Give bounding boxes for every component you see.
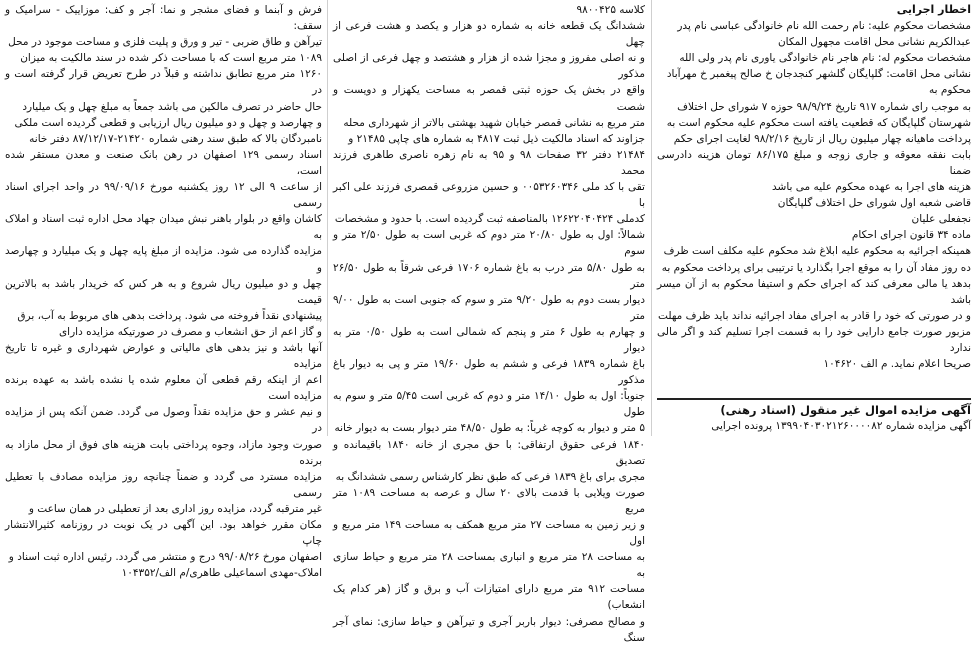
text-line: و چهارصد و چهل و دو میلیون ریال ارزیابی و قطعی گردیده است ملکی — [14, 116, 322, 129]
text-line: تقی با کد ملی ۰۰۵۳۲۶۰۳۴۶ و حسین مزروعی قمصری فرزند علی اکبر با — [333, 181, 645, 210]
text-line: ۵ متر و دیوار به کوچه غرباً: به طول ۴۸/۵۰ متر دیوار بست به دیوار خانه — [334, 422, 645, 435]
text-line: تیرآهن و طاق ضربی - تیر و ورق و پلیت فلزی و مساحت موجود در محل — [8, 36, 322, 49]
text-line: شهرستان گلپایگان که قطعیت یافته است محکوم علیه محکوم است به — [666, 116, 971, 129]
text-line: اسناد رسمی ۱۲۹ اصفهان در رهن بانک صنعت و معدن مستقر شده است، — [5, 148, 322, 177]
text-line: کاشان واقع در بلوار باهنر نبش میدان جهاد محل اداره ثبت اسناد و املاک به — [5, 213, 322, 242]
text-line: صریحا اعلام نماید. م الف ۱۰۴۶۲۰ — [823, 358, 971, 371]
text-line: غیر مترقبه گردد، مزایده روز اداری بعد از تعطیلی در همان ساعت و — [28, 502, 322, 515]
text-line: و گاز اعم از حق انشعاب و مصرف در صورتیکه مزایده دارای — [58, 325, 322, 338]
text-line: قاضی شعبه اول شورای حل اختلاف گلپایگان — [777, 197, 971, 210]
text-line: به طول ۵/۸۰ متر درب به باغ شماره ۱۷۰۶ فرعی شرقاً به طول ۲۶/۵۰ متر — [333, 261, 646, 290]
text-line: اصفهان مورخ ۹۹/۰۸/۲۶ درج و منتشر می گردد. رئیس اداره ثبت اسناد و — [8, 551, 322, 564]
text-line: محکوم به — [928, 84, 971, 97]
text-line: ۱۰۸۹ متر مربع است که با مساحت ذکر شده در سند مالکیت به میزان — [20, 52, 322, 65]
text-line: به موجب رای شماره ۹۱۷ تاریخ ۹۸/۹/۲۴ حوزه ۷ شورای حل اختلاف — [677, 100, 971, 113]
text-line: جزاوند که اسناد مالکیت ذیل ثبت ۴۸۱۷ به شماره های چاپی ۲۱۴۸۵ و — [348, 132, 645, 145]
left-column — [5, 2, 323, 580]
notice-heading: اخطار اجرایی — [896, 3, 971, 16]
text-line: و نه اصلی مفروز و مجزا شده از هزار و هشتصد و چهل فرعی از اصلی مذکور — [333, 52, 645, 81]
ad-separator — [657, 398, 971, 400]
text-line: به مساحت ۲۸ متر مربع و انباری بمساحت ۲۸ متر مربع و حیاط سازی به — [333, 551, 645, 580]
text-line: نجفعلی علیان — [911, 213, 971, 226]
text-line: نامبردگان بالا که طبق سند رهنی شماره ۲۱۴۲۰-۸۷/۱۲/۱۷ دفتر خانه — [29, 132, 322, 145]
middle-column-text — [333, 2, 645, 646]
text-line: صورت ویلایی با قدمت بالای ۲۰ سال و عرصه به مساحت ۱۰۸۹ متر مربع — [333, 486, 645, 515]
text-line: پرداخت ماهیانه چهار میلیون ریال از تاریخ ۹۸/۲/۱۶ لغایت اجرای حکم — [673, 132, 971, 145]
right-column — [657, 2, 971, 434]
text-line: مکان مقرر خواهد بود. این آگهی در یک نوبت در روزنامه کثیرالانتشار چاپ — [5, 519, 322, 548]
auction-ad-subtitle: آگهی مزایده شماره ۱۳۹۹۰۴۰۳۰۲۱۲۶۰۰۰۰۸۲ پرونده اجرایی — [711, 419, 971, 432]
text-line: عبدالکریم نشانی محل اقامت مجهول المکان — [777, 36, 971, 49]
middle-column — [333, 2, 646, 644]
text-line: جنوباً: اول به طول ۱۴/۱۰ متر و دوم که غربی است ۵/۴۵ متر و سوم به طول — [333, 390, 645, 419]
text-line: ششدانگ یک قطعه خانه به شماره دو هزار و یکصد و هشت فرعی از چهل — [333, 20, 645, 49]
column-divider — [327, 0, 328, 436]
text-line: صورت وجود مازاد، وجوه پرداختی بابت هزینه های فوق از محل مازاد به برنده — [5, 438, 322, 467]
text-line: و زیر زمین به مساحت ۲۷ متر مربع همکف به مساحت ۱۴۹ متر مربع و اول — [333, 519, 645, 548]
text-line: و مصالح مصرفی: دیوار باربر آجری و تیرآهن و حیاط سازی: نمای آجر سنگ — [333, 615, 645, 644]
text-line: مزایده مسترد می گردد و ضمناً چنانچه روز مزایده مصادف با تعطیل رسمی — [5, 470, 322, 499]
text-line: و در صورتی که خود را قادر به اجرای مفاد اجرائیه نداند باید ظرف مهلت — [658, 309, 971, 322]
auction-ad-title: آگهی مزایده اموال غیر منقول (اسناد رهنی) — [720, 402, 971, 417]
column-divider — [651, 0, 652, 436]
text-line: آنها باشد و نیز بدهی های مالیاتی و عوارض شهرداری و غیره تا تاریخ مزایده — [5, 341, 322, 371]
text-line: املاک-مهدی اسماعیلی طاهری/م الف/۱۰۴۳۵۲ — [121, 567, 322, 580]
text-line: مساحت ۹۱۲ متر مربع دارای امتیازات آب و برق و گاز (هر کدام یک انشعاب) — [333, 583, 645, 612]
text-line: مشخصات محکوم له: نام هاجر نام خانوادگی یاوری نام پدر ولی الله — [679, 52, 971, 65]
text-line: ۲۱۴۸۴ دفتر ۳۲ صفحات ۹۸ و ۹۵ به نام زهره ناصری طاهری فرزند محمد — [333, 148, 646, 177]
text-line: باغ شماره ۱۸۳۹ فرعی و ششم به طول ۱۹/۶۰ متر و پی به دیوار باغ مذکور — [333, 358, 645, 387]
text-line: همینکه اجرائیه به محکوم علیه ابلاغ شد محکوم علیه مکلف است ظرف — [663, 245, 971, 258]
text-line: بابت نفقه معوقه و جاری زوجه و مبلغ ۸۶/۱۷۵ تومان هزینه دادرسی ضمنا — [657, 148, 971, 177]
text-line: متر مربع به نشانی قمصر خیابان شهید بهشتی بالاتر از شهرداری محله — [343, 116, 645, 129]
text-line: شمالاً: اول به طول ۲۰/۸۰ متر دوم که غربی است به طول ۲/۵۰ متر و سوم — [333, 229, 646, 258]
text-line: بدهد یا مالی معرفی کند که اجرای حکم و استیفا محکوم به از آن میسر باشد — [657, 277, 971, 306]
text-line: کدملی ۱۲۶۲۲۰۴۰۴۲۴ بالمناصفه ثبت گردیده است. با حدود و مشخصات — [334, 213, 645, 226]
text-line: حال حاضر در تصرف مالکین می باشد جمعاً به مبلغ چهل و یک میلیارد — [22, 100, 322, 113]
text-line: ۱۸۴۰ فرعی حقوق ارتفاقی: با حق مجری از خانه ۱۸۴۰ باقیمانده و تصدیق — [333, 438, 645, 467]
text-line: ماده ۳۴ قانون اجرای احکام — [851, 229, 971, 242]
text-line: مزبور صورت جامع دارایی خود را به قسمت اجرا تسلیم کند و اگر مالی ندارد — [657, 325, 971, 354]
text-line: مزایده گذارده می شود. مزایده از مبلغ پایه چهل و یک میلیارد و چهارصد و — [5, 245, 322, 274]
text-line: از ساعت ۹ الی ۱۲ روز یکشنبه مورخ ۹۹/۰۹/۱۶ در واحد اجرای اسناد رسمی — [5, 181, 323, 210]
text-line: نشانی محل اقامت: گلپایگان گلشهر کنجدجان خ صالح پیغمبر خ مهرآباد — [666, 68, 971, 81]
text-line: دیوار بست دوم به طول ۹/۲۰ متر و سوم که جنوبی است به طول ۹/۰۰ متر — [333, 293, 646, 322]
left-column-text — [5, 2, 322, 581]
text-line: فرش و آبنما و فضای مشجر و نما: آجر و کف: موزاییک - سرامیک و سقف: — [5, 4, 322, 33]
text-line: ۱۲۶۰ متر مربع تطابق نداشته و قبلاً در طرح تعریض قرار گرفته است و در — [5, 68, 322, 97]
text-line: و نیم عشر و حق مزایده نقداً وصول می گردد. ضمن آنکه پس از مزایده در — [5, 406, 322, 435]
text-line: کلاسه ۹۸۰۰۴۲۵ — [576, 4, 645, 16]
text-line: مجری برای باغ ۱۸۳۹ فرعی که طبق نظر کارشناس رسمی ششدانگ به — [335, 470, 645, 483]
text-line: واقع در بخش یک حوزه ثبتی قمصر به مساحت یکهزار و دویست و شصت — [333, 84, 645, 113]
text-line: مشخصات محکوم علیه: نام رحمت الله نام خانوادگی عباسی نام پدر — [677, 20, 971, 33]
text-line: پیشنهادی نقداً فروخته می شود. پرداخت بدهی های مربوط به آب، برق — [17, 309, 322, 322]
text-line: چهل و دو میلیون ریال شروع و به هر کس که خریدار باشد به بالاترین قیمت — [5, 277, 322, 306]
right-column-text — [657, 18, 971, 372]
text-line: ده روز مفاد آن را به موقع اجرا بگذارد یا ترتیبی برای پرداخت محکوم به — [661, 261, 971, 274]
text-line: هزینه های اجرا به عهده محکوم علیه می باشد — [772, 181, 971, 194]
text-line: اعم از اینکه رقم قطعی آن معلوم شده یا نشده باشد به عهده برنده مزایده است — [5, 374, 322, 403]
text-line: و چهارم به طول ۶ متر و پنجم که شمالی است به طول ۰/۵۰ متر به دیوار — [333, 325, 645, 354]
